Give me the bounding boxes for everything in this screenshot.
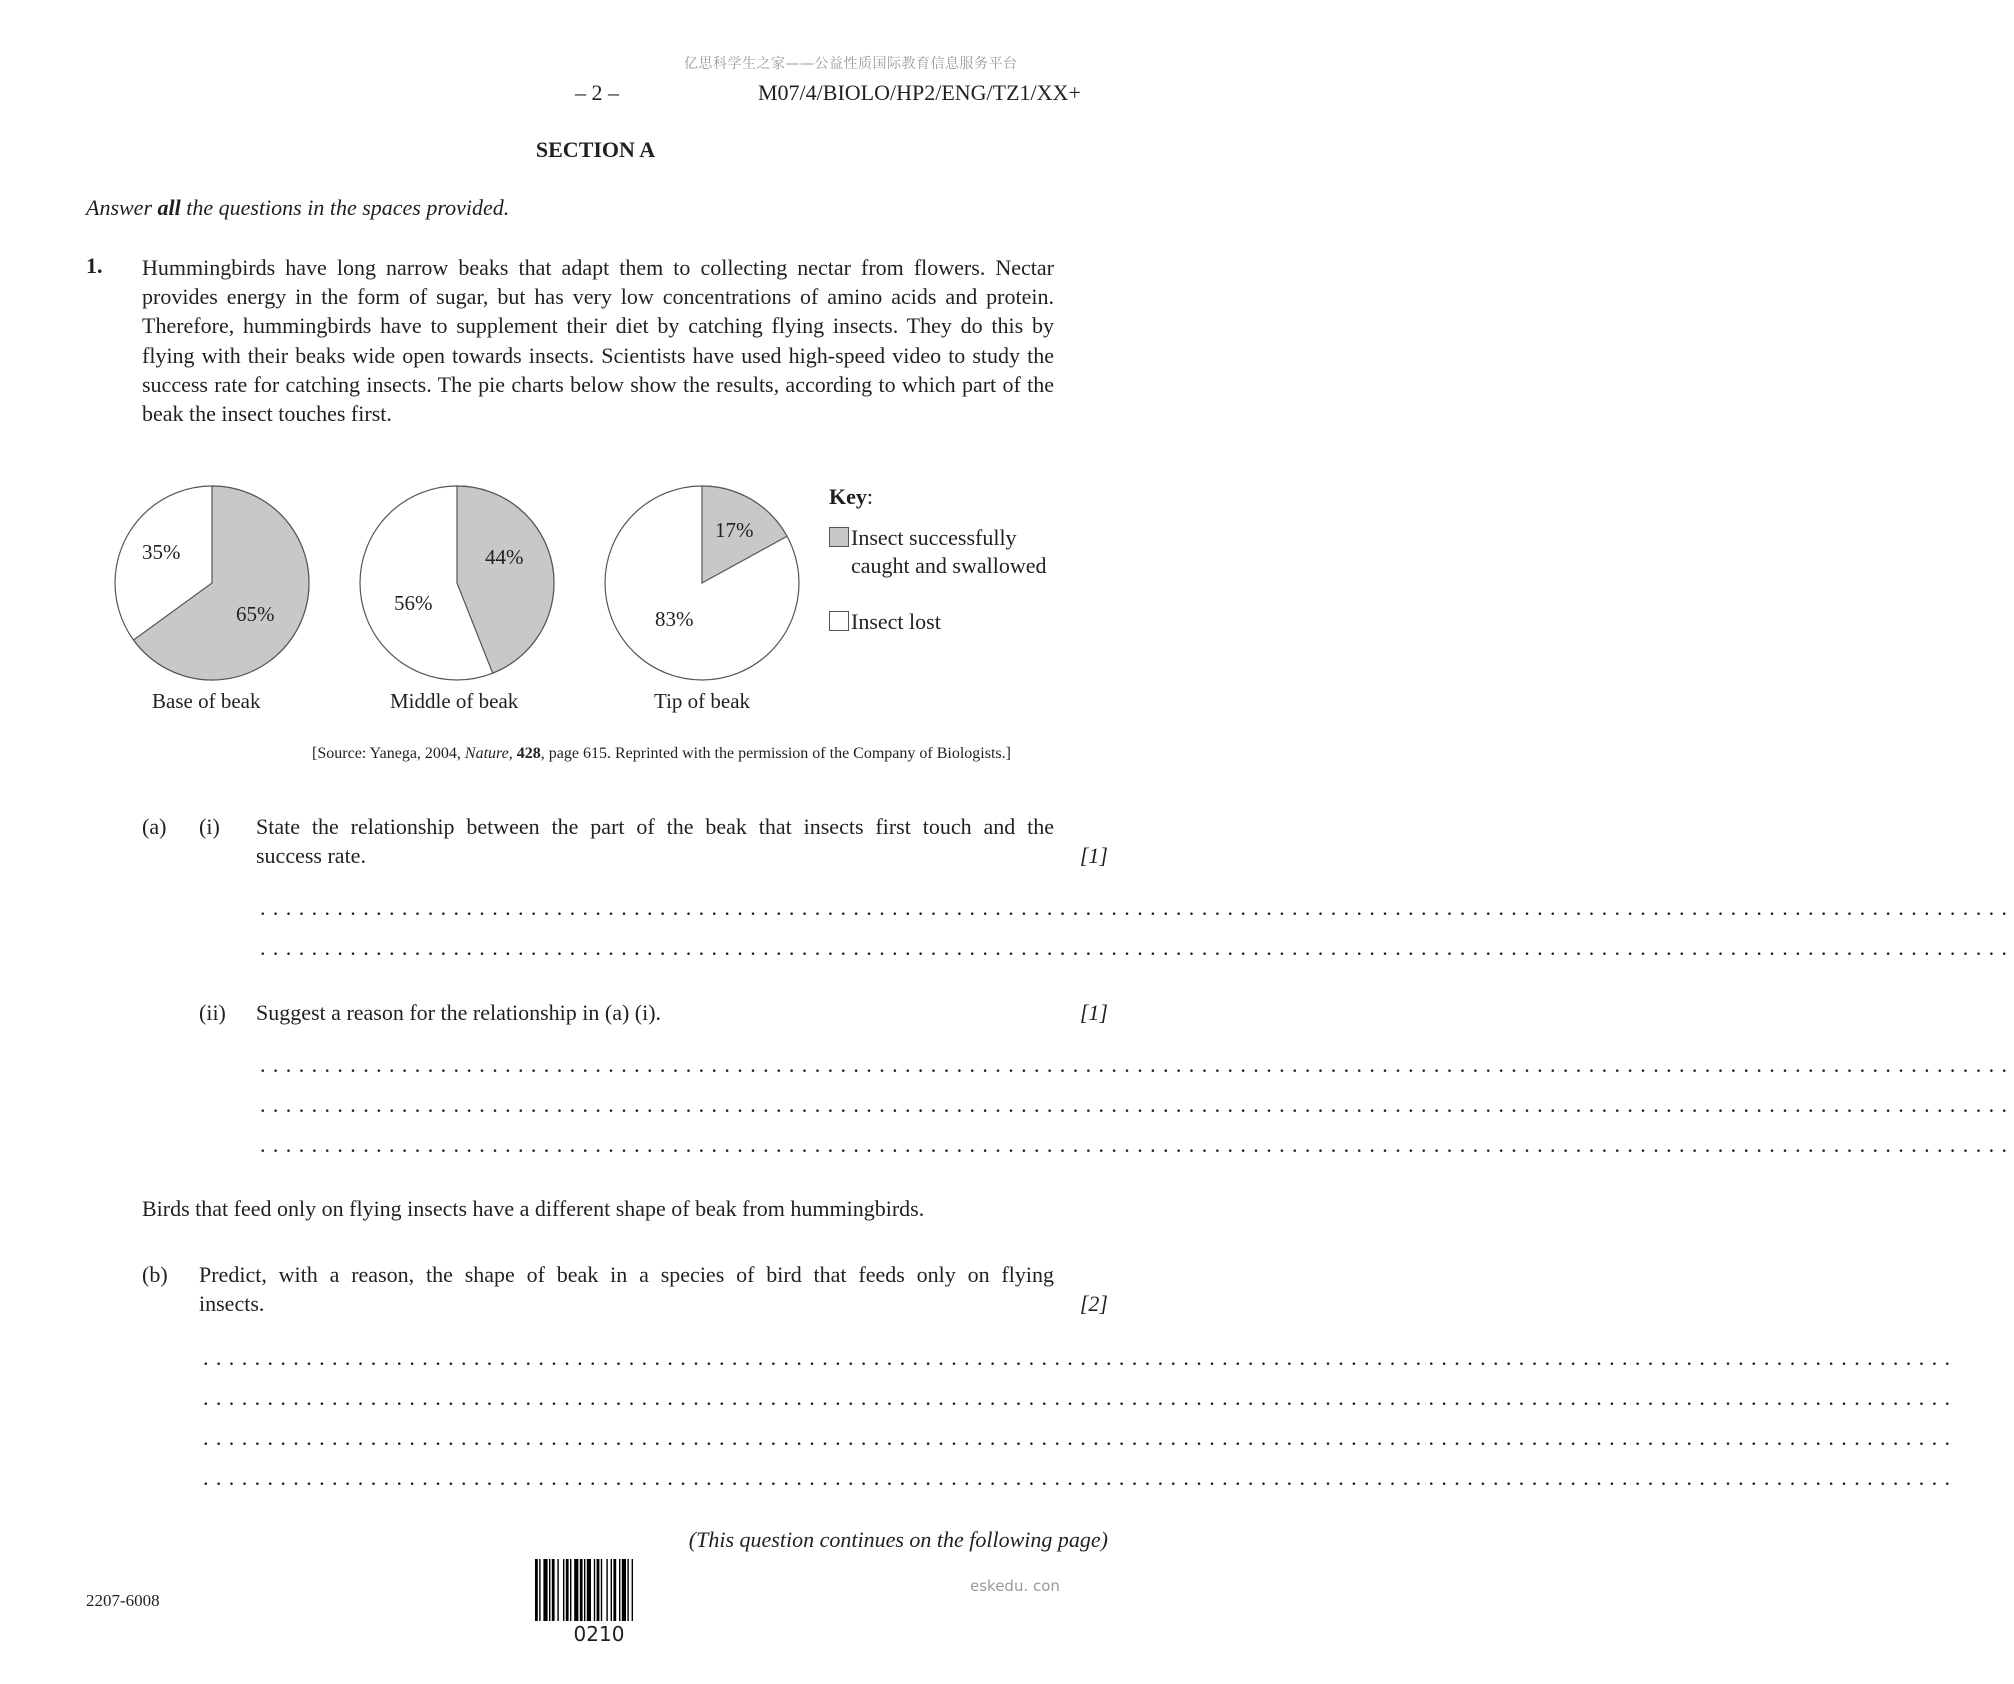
instruction-bold: all <box>157 195 181 220</box>
pie-label-base: Base of beak <box>152 689 261 713</box>
legend-caught-line2: caught and swallowed <box>851 553 1047 578</box>
slice-label-tip-lost: 83% <box>655 607 694 631</box>
barcode-bar <box>570 1559 571 1621</box>
legend-caught <box>829 524 1047 580</box>
legend-lost-text: Insect lost <box>851 609 941 634</box>
answer-line-b-3[interactable]: ........................................................................................................................................ <box>203 1425 1958 1450</box>
legend-title-text: Key <box>829 484 867 509</box>
source-post: , page 615. Reprinted with the permission of the Company of Biologists.] <box>540 745 1011 762</box>
barcode-bar <box>557 1559 558 1621</box>
barcode-bar <box>619 1559 620 1621</box>
part-a-ii-text: Suggest a reason for the relationship in (a) (i). <box>256 1000 662 1025</box>
source-pre: [Source: Yanega, 2004, <box>312 745 465 762</box>
document-id: 2207-6008 <box>86 1591 160 1610</box>
part-a-i-marks: [1] <box>1079 843 1108 868</box>
answer-line-a-ii-1[interactable]: ........................................................................................................................................ <box>260 1052 2014 1077</box>
barcode-bar <box>543 1559 547 1621</box>
slice-label-tip-caught: 17% <box>715 518 754 542</box>
barcode-number: 0210 <box>573 1622 625 1646</box>
barcode-bar <box>622 1559 626 1621</box>
legend-lost-swatch <box>829 611 849 631</box>
pie-label-middle: Middle of beak <box>390 689 519 713</box>
section-title: SECTION A <box>535 137 656 162</box>
barcode-bar <box>563 1559 564 1621</box>
barcode-bar <box>627 1559 628 1621</box>
site-watermark: eskedu. con <box>970 1577 1060 1595</box>
barcode-bar <box>535 1559 538 1621</box>
legend-title: Key: <box>829 484 874 509</box>
instruction-before: Answer <box>86 195 158 220</box>
question-paragraph: Hummingbirds have long narrow beaks that adapt them to collecting nectar from flowers. Nectar provides energy in the form of sugar, but has very low concentrations of amino acids and protein. Therefore, hummingbirds have to supplement their diet by catching flying insects. They do this by flying with their beaks wide open towards insects. Scientists have used high-speed video to study the success rate for catching insects. The pie charts below show the results, according to which part of the beak the insect touches first. <box>142 255 1054 427</box>
barcode-bar <box>587 1559 591 1621</box>
barcode-bar <box>584 1559 585 1621</box>
legend-lost <box>829 608 941 636</box>
barcode-bar <box>580 1559 583 1621</box>
answer-line-b-2[interactable]: ........................................................................................................................................ <box>203 1385 1958 1410</box>
barcode-bar <box>594 1559 595 1621</box>
bridge-text: Birds that feed only on flying insects have a different shape of beak from hummingbirds. <box>142 1196 925 1221</box>
barcode-bar <box>549 1559 550 1621</box>
question-number: 1. <box>86 253 103 278</box>
part-b-line1: Predict, with a reason, the shape of beak in a species of bird that feeds only on flying <box>199 1262 1054 1287</box>
source-journal: Nature, <box>464 745 513 762</box>
exam-code: M07/4/BIOLO/HP2/ENG/TZ1/XX+ <box>758 80 1081 105</box>
part-a-i-line2: success rate. <box>256 843 366 868</box>
barcode-icon <box>535 1559 663 1621</box>
part-a-label: (a) <box>142 814 167 839</box>
instruction-after: the questions in the spaces provided. <box>180 195 510 220</box>
slice-label-middle-caught: 44% <box>485 545 524 569</box>
source-citation <box>66 745 1257 763</box>
pie-label-tip: Tip of beak <box>654 689 751 713</box>
legend-caught-line1: Insect successfully <box>851 525 1017 550</box>
answer-line-b-1[interactable]: ........................................................................................................................................ <box>203 1345 1958 1370</box>
barcode-bar <box>601 1559 602 1621</box>
instruction <box>86 195 509 221</box>
answer-line-b-4[interactable]: ........................................................................................................................................ <box>203 1465 1958 1490</box>
slice-label-base-lost: 35% <box>142 540 181 564</box>
part-b-marks: [2] <box>1079 1291 1108 1316</box>
slice-label-base-caught: 65% <box>236 602 275 626</box>
part-a-i-line1: State the relationship between the part of the beak that insects first touch and the <box>256 814 1054 839</box>
part-a-ii-marks: [1] <box>1079 1000 1108 1025</box>
slice-label-middle-lost: 56% <box>394 591 433 615</box>
barcode-bar <box>539 1559 540 1621</box>
legend-caught-swatch <box>829 527 849 547</box>
part-a-i-label: (i) <box>199 814 220 839</box>
part-b-line2: insects. <box>199 1291 265 1316</box>
barcode-bar <box>552 1559 555 1621</box>
answer-line-a-ii-3[interactable]: ........................................................................................................................................ <box>260 1132 2014 1157</box>
page-number: – 2 – <box>575 80 619 105</box>
answer-line-a-ii-2[interactable]: ........................................................................................................................................ <box>260 1092 2014 1117</box>
part-b-label: (b) <box>142 1262 168 1287</box>
barcode-bar <box>574 1559 578 1621</box>
answer-line-a-i-2[interactable]: ........................................................................................................................................ <box>260 935 2014 960</box>
barcode-bar <box>606 1559 607 1621</box>
barcode-bar <box>632 1559 633 1621</box>
barcode-bar <box>597 1559 600 1621</box>
source-volume: 428 <box>516 745 541 762</box>
part-a-ii-label: (ii) <box>199 1000 226 1025</box>
continues-note: (This question continues on the following page) <box>688 1527 1108 1552</box>
pie-charts <box>105 476 825 716</box>
watermark-text: 亿思科学生之家——公益性质国际教育信息服务平台 <box>684 56 1018 72</box>
barcode-bar <box>613 1559 616 1621</box>
answer-line-a-i-1[interactable]: ........................................................................................................................................ <box>260 895 2014 920</box>
barcode-bar <box>566 1559 569 1621</box>
barcode-bar <box>611 1559 612 1621</box>
